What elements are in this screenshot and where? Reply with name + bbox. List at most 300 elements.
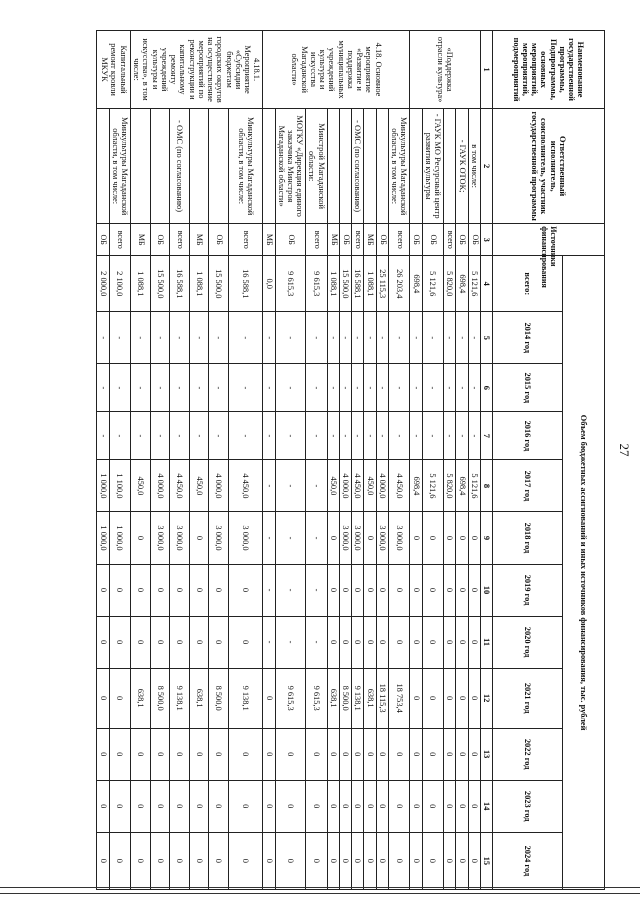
header-year: 2022 год: [493, 728, 563, 780]
source-cell: всего: [306, 224, 327, 256]
total-value-cell: 16 588,1: [228, 256, 262, 312]
source-cell: ОБ: [468, 224, 480, 256]
year-value-cell: -: [352, 412, 364, 460]
year-value-cell: 0: [339, 780, 351, 832]
year-value-cell: 0: [352, 564, 364, 616]
total-value-cell: 1 088,1: [131, 256, 151, 312]
table-row: [422, 31, 443, 890]
year-value-cell: 0: [388, 780, 409, 832]
year-value-cell: -: [189, 312, 209, 364]
year-value-cell: -: [444, 364, 456, 412]
year-value-cell: -: [209, 312, 229, 364]
year-value-cell: 0: [109, 668, 130, 728]
header-year: 2017 год: [493, 460, 563, 512]
year-value-cell: -: [150, 412, 170, 460]
column-number: 11: [480, 616, 492, 668]
year-value-cell: 0: [456, 728, 468, 780]
year-value-cell: 0: [327, 832, 339, 889]
year-value-cell: 0: [189, 832, 209, 889]
header-year: 2015 год: [493, 364, 563, 412]
column-number: 9: [480, 512, 492, 564]
year-value-cell: 0: [456, 512, 468, 564]
table-row: [109, 31, 130, 890]
year-value-cell: 0: [444, 616, 456, 668]
year-value-cell: 0: [468, 728, 480, 780]
table-row: [388, 31, 409, 890]
source-cell: ОБ: [456, 224, 468, 256]
table-row: [327, 31, 339, 890]
year-value-cell: -: [376, 312, 388, 364]
year-value-cell: 0: [339, 616, 351, 668]
year-value-cell: 0: [131, 616, 151, 668]
year-value-cell: 8 500,0: [209, 668, 229, 728]
year-value-cell: -: [263, 364, 275, 412]
column-number: 10: [480, 564, 492, 616]
year-value-cell: 0: [468, 616, 480, 668]
table-row: [131, 31, 151, 890]
year-value-cell: 0: [456, 668, 468, 728]
year-value-cell: 3 000,0: [352, 512, 364, 564]
year-value-cell: 638,1: [131, 668, 151, 728]
year-value-cell: 9 138,1: [170, 668, 190, 728]
year-value-cell: 0: [150, 564, 170, 616]
year-value-cell: 0: [327, 728, 339, 780]
year-value-cell: 0: [109, 832, 130, 889]
year-value-cell: -: [456, 364, 468, 412]
year-value-cell: 0: [456, 780, 468, 832]
source-cell: всего: [109, 224, 130, 256]
year-value-cell: 0: [339, 564, 351, 616]
year-value-cell: -: [339, 364, 351, 412]
year-value-cell: -: [170, 312, 190, 364]
column-number: 4: [480, 256, 492, 312]
total-value-cell: 2 000,0: [97, 256, 109, 312]
executor-cell: Минкультуры Магаданской области, в том числе:: [228, 109, 262, 224]
year-value-cell: -: [306, 564, 327, 616]
executor-cell: [376, 109, 388, 224]
year-value-cell: 0: [150, 832, 170, 889]
year-value-cell: -: [388, 312, 409, 364]
year-value-cell: 3 000,0: [339, 512, 351, 564]
year-value-cell: 0: [228, 832, 262, 889]
year-value-cell: 0: [209, 564, 229, 616]
year-value-cell: 0: [228, 564, 262, 616]
year-value-cell: -: [263, 412, 275, 460]
year-value-cell: -: [131, 312, 151, 364]
year-value-cell: -: [189, 364, 209, 412]
year-value-cell: -: [306, 512, 327, 564]
year-value-cell: 0: [376, 564, 388, 616]
source-cell: ОБ: [376, 224, 388, 256]
page-number: 27: [617, 443, 632, 457]
year-value-cell: 0: [97, 832, 109, 889]
executor-cell: - ОМС (по согласованию): [170, 109, 190, 224]
year-value-cell: 0: [170, 780, 190, 832]
header-year: 2018 год: [493, 512, 563, 564]
year-value-cell: -: [263, 616, 275, 668]
executor-cell: [189, 109, 209, 224]
table-row: [364, 31, 376, 890]
year-value-cell: 0: [352, 832, 364, 889]
column-number: 1: [480, 31, 492, 109]
year-value-cell: 0: [109, 780, 130, 832]
year-value-cell: -: [327, 312, 339, 364]
table-row: [275, 31, 306, 890]
year-value-cell: 0: [327, 780, 339, 832]
year-value-cell: 5 121,6: [422, 460, 443, 512]
total-value-cell: 5 121,6: [468, 256, 480, 312]
source-cell: ОБ: [410, 224, 422, 256]
year-value-cell: -: [131, 364, 151, 412]
year-value-cell: -: [306, 460, 327, 512]
year-value-cell: 0: [150, 728, 170, 780]
year-value-cell: 18 115,3: [376, 668, 388, 728]
total-value-cell: 698,4: [410, 256, 422, 312]
executor-cell: [131, 109, 151, 224]
year-value-cell: 0: [339, 728, 351, 780]
year-value-cell: -: [444, 412, 456, 460]
year-value-cell: -: [352, 312, 364, 364]
year-value-cell: 8 500,0: [150, 668, 170, 728]
total-value-cell: 16 588,1: [170, 256, 190, 312]
year-value-cell: -: [364, 364, 376, 412]
year-value-cell: -: [468, 364, 480, 412]
total-value-cell: 16 588,1: [352, 256, 364, 312]
year-value-cell: 0: [422, 832, 443, 889]
year-value-cell: -: [422, 312, 443, 364]
budget-table: [96, 30, 605, 890]
year-value-cell: -: [263, 460, 275, 512]
year-value-cell: -: [275, 412, 306, 460]
year-value-cell: 0: [468, 832, 480, 889]
year-value-cell: 0: [422, 616, 443, 668]
year-value-cell: 0: [131, 564, 151, 616]
executor-cell: [263, 109, 275, 224]
year-value-cell: -: [170, 364, 190, 412]
executor-cell: [444, 109, 456, 224]
source-cell: ОБ: [275, 224, 306, 256]
year-value-cell: 0: [444, 832, 456, 889]
executor-cell: - ГАУК ОТОК;: [456, 109, 468, 224]
year-value-cell: 0: [209, 780, 229, 832]
year-value-cell: 0: [150, 616, 170, 668]
executor-cell: МОГКУ «Дирекция единого заказчика Минстроя Магаданской области»: [275, 109, 306, 224]
year-value-cell: 0: [263, 668, 275, 728]
year-value-cell: 4 450,0: [170, 460, 190, 512]
year-value-cell: 5 121,6: [468, 460, 480, 512]
total-value-cell: 5 121,6: [422, 256, 443, 312]
column-number: 6: [480, 364, 492, 412]
year-value-cell: -: [209, 364, 229, 412]
year-value-cell: 0: [275, 832, 306, 889]
year-value-cell: -: [131, 412, 151, 460]
table-row: [150, 31, 170, 890]
year-value-cell: 0: [97, 616, 109, 668]
year-value-cell: 0: [410, 564, 422, 616]
year-value-cell: 0: [364, 616, 376, 668]
year-value-cell: 4 450,0: [352, 460, 364, 512]
year-value-cell: 0: [410, 832, 422, 889]
year-value-cell: 0: [131, 832, 151, 889]
year-value-cell: 0: [376, 616, 388, 668]
year-value-cell: -: [388, 364, 409, 412]
year-value-cell: -: [275, 564, 306, 616]
year-value-cell: 0: [306, 832, 327, 889]
source-cell: всего: [388, 224, 409, 256]
year-value-cell: 0: [364, 780, 376, 832]
total-value-cell: 25 115,3: [376, 256, 388, 312]
year-value-cell: -: [228, 364, 262, 412]
year-value-cell: -: [275, 512, 306, 564]
year-value-cell: 0: [109, 616, 130, 668]
column-number: 15: [480, 832, 492, 889]
year-value-cell: -: [339, 312, 351, 364]
table-row: [170, 31, 190, 890]
year-value-cell: 8 500,0: [339, 668, 351, 728]
year-value-cell: 0: [410, 616, 422, 668]
table-row: [97, 31, 109, 890]
year-value-cell: -: [189, 412, 209, 460]
year-value-cell: -: [306, 312, 327, 364]
year-value-cell: 0: [263, 780, 275, 832]
year-value-cell: 0: [444, 780, 456, 832]
year-value-cell: 0: [410, 512, 422, 564]
total-value-cell: 26 203,4: [388, 256, 409, 312]
year-value-cell: -: [422, 412, 443, 460]
source-cell: ОБ: [97, 224, 109, 256]
table-row: [444, 31, 456, 890]
table-header: [480, 31, 604, 890]
year-value-cell: 0: [189, 728, 209, 780]
year-value-cell: 4 450,0: [388, 460, 409, 512]
source-cell: ОБ: [150, 224, 170, 256]
table-row: [306, 31, 327, 890]
page-bottom-rule: [0, 887, 640, 888]
source-cell: всего: [444, 224, 456, 256]
year-value-cell: 0: [444, 564, 456, 616]
year-value-cell: 0: [189, 780, 209, 832]
total-value-cell: 1 088,1: [327, 256, 339, 312]
header-year: 2019 год: [493, 564, 563, 616]
header-total: всего:: [493, 256, 563, 312]
year-value-cell: 0: [456, 616, 468, 668]
year-value-cell: 0: [364, 512, 376, 564]
year-value-cell: -: [275, 460, 306, 512]
year-value-cell: 0: [263, 728, 275, 780]
year-value-cell: 638,1: [364, 668, 376, 728]
source-cell: МБ: [131, 224, 151, 256]
year-value-cell: -: [410, 312, 422, 364]
year-value-cell: -: [327, 412, 339, 460]
year-value-cell: 0: [327, 512, 339, 564]
year-value-cell: 698,4: [456, 460, 468, 512]
year-value-cell: 3 000,0: [209, 512, 229, 564]
page-bottom-rule: [0, 893, 640, 894]
source-cell: всего: [170, 224, 190, 256]
year-value-cell: 0: [444, 668, 456, 728]
year-value-cell: -: [275, 312, 306, 364]
year-value-cell: 0: [209, 616, 229, 668]
table-row: [468, 31, 480, 890]
year-value-cell: 9 138,1: [352, 668, 364, 728]
year-value-cell: -: [364, 312, 376, 364]
year-value-cell: 0: [170, 832, 190, 889]
year-value-cell: 4 450,0: [228, 460, 262, 512]
source-cell: МБ: [189, 224, 209, 256]
column-number: 13: [480, 728, 492, 780]
year-value-cell: 1 100,0: [109, 460, 130, 512]
year-value-cell: -: [263, 512, 275, 564]
year-value-cell: 3 000,0: [170, 512, 190, 564]
year-value-cell: -: [228, 312, 262, 364]
year-value-cell: 9 138,1: [228, 668, 262, 728]
column-number: 3: [480, 224, 492, 256]
source-cell: ОБ: [209, 224, 229, 256]
table-row: [352, 31, 364, 890]
year-value-cell: 0: [444, 728, 456, 780]
year-value-cell: 0: [410, 780, 422, 832]
year-value-cell: -: [456, 312, 468, 364]
table-row: [263, 31, 275, 890]
year-value-cell: -: [109, 364, 130, 412]
header-year: 2024 год: [493, 832, 563, 889]
program-name-cell: 4.18. Основное мероприятие «Развитие и поддержка муниципальных учреждений культуры и искусства Магаданской области»: [263, 31, 410, 109]
year-value-cell: -: [109, 312, 130, 364]
year-value-cell: -: [388, 412, 409, 460]
year-value-cell: 0: [388, 616, 409, 668]
year-value-cell: -: [410, 364, 422, 412]
executor-cell: [410, 109, 422, 224]
year-value-cell: -: [444, 312, 456, 364]
header-year: 2020 год: [493, 616, 563, 668]
source-cell: МБ: [327, 224, 339, 256]
year-value-cell: 0: [376, 728, 388, 780]
table-body: [97, 31, 480, 890]
year-value-cell: 450,0: [131, 460, 151, 512]
year-value-cell: 0: [468, 512, 480, 564]
executor-cell: [339, 109, 351, 224]
year-value-cell: 0: [422, 728, 443, 780]
year-value-cell: 0: [376, 832, 388, 889]
total-value-cell: 5 820,0: [444, 256, 456, 312]
table-row: [376, 31, 388, 890]
year-value-cell: -: [97, 312, 109, 364]
year-value-cell: 0: [209, 832, 229, 889]
year-value-cell: -: [468, 412, 480, 460]
year-value-cell: -: [306, 364, 327, 412]
table-row: [456, 31, 468, 890]
year-value-cell: 0: [263, 832, 275, 889]
year-value-cell: 0: [275, 780, 306, 832]
year-value-cell: -: [109, 412, 130, 460]
year-value-cell: 0: [97, 728, 109, 780]
year-value-cell: 0: [306, 728, 327, 780]
year-value-cell: 1 000,0: [97, 460, 109, 512]
year-value-cell: -: [209, 412, 229, 460]
year-value-cell: 0: [189, 564, 209, 616]
executor-cell: Минкультуры Магаданской области, в том числе:: [109, 109, 130, 224]
year-value-cell: 0: [131, 512, 151, 564]
year-value-cell: 0: [364, 564, 376, 616]
column-number: 12: [480, 668, 492, 728]
year-value-cell: 0: [468, 564, 480, 616]
year-value-cell: 0: [131, 728, 151, 780]
header-funding: Объем бюджетных ассигнований и иных источников финансирования, тыс. рублей: [563, 256, 605, 890]
executor-cell: в том числе:: [468, 109, 480, 224]
year-value-cell: 0: [170, 616, 190, 668]
year-value-cell: -: [352, 364, 364, 412]
year-value-cell: 450,0: [364, 460, 376, 512]
executor-cell: Минкультуры Магаданской области, в том числе:: [388, 109, 409, 224]
year-value-cell: -: [150, 312, 170, 364]
header-year: 2021 год: [493, 668, 563, 728]
year-value-cell: 9 615,3: [275, 668, 306, 728]
year-value-cell: 0: [388, 564, 409, 616]
year-value-cell: -: [456, 412, 468, 460]
header-executor: Ответственный исполнитель, соисполнитель, участник государственной программы: [493, 109, 605, 224]
source-cell: МБ: [263, 224, 275, 256]
year-value-cell: -: [263, 564, 275, 616]
year-value-cell: 3 000,0: [376, 512, 388, 564]
year-value-cell: 0: [422, 780, 443, 832]
year-value-cell: 0: [456, 832, 468, 889]
year-value-cell: 9 615,3: [306, 668, 327, 728]
total-value-cell: 698,4: [456, 256, 468, 312]
year-value-cell: 0: [388, 832, 409, 889]
total-value-cell: 15 500,0: [150, 256, 170, 312]
total-value-cell: 1 088,1: [364, 256, 376, 312]
year-value-cell: 0: [228, 728, 262, 780]
year-value-cell: -: [170, 412, 190, 460]
year-value-cell: 0: [209, 728, 229, 780]
header-year: 2023 год: [493, 780, 563, 832]
executor-cell: [209, 109, 229, 224]
year-value-cell: 0: [468, 780, 480, 832]
year-value-cell: 4 000,0: [339, 460, 351, 512]
year-value-cell: 0: [410, 728, 422, 780]
year-value-cell: 0: [228, 616, 262, 668]
year-value-cell: 0: [170, 728, 190, 780]
year-value-cell: 0: [228, 780, 262, 832]
year-value-cell: -: [468, 312, 480, 364]
header-year: 2014 год: [493, 312, 563, 364]
program-name-cell: 4.18.1. Мероприятие «Субсидии бюджетам городских округов на осуществление мероприятий по реконструкции и капитальному ремонту учреждений культуры и искусства», в том числе:: [131, 31, 263, 109]
column-number: 7: [480, 412, 492, 460]
rotated-table-container: [25, 30, 605, 890]
year-value-cell: 18 753,4: [388, 668, 409, 728]
executor-cell: - ГАУК МО Ресурсный центр развития культуры: [422, 109, 443, 224]
year-value-cell: 0: [364, 728, 376, 780]
year-value-cell: 450,0: [327, 460, 339, 512]
column-number: 8: [480, 460, 492, 512]
year-value-cell: 0: [97, 780, 109, 832]
column-number-row: [480, 31, 492, 890]
source-cell: всего: [352, 224, 364, 256]
year-value-cell: -: [364, 412, 376, 460]
total-value-cell: 0,0: [263, 256, 275, 312]
column-number: 14: [480, 780, 492, 832]
year-value-cell: -: [376, 412, 388, 460]
year-value-cell: 0: [410, 668, 422, 728]
program-name-cell: Капитальный ремонт кровли МКУК: [97, 31, 131, 109]
year-value-cell: 0: [352, 780, 364, 832]
year-value-cell: 0: [422, 668, 443, 728]
year-value-cell: 0: [97, 564, 109, 616]
year-value-cell: 1 000,0: [109, 512, 130, 564]
year-value-cell: 698,4: [410, 460, 422, 512]
year-value-cell: -: [376, 364, 388, 412]
total-value-cell: 1 088,1: [189, 256, 209, 312]
